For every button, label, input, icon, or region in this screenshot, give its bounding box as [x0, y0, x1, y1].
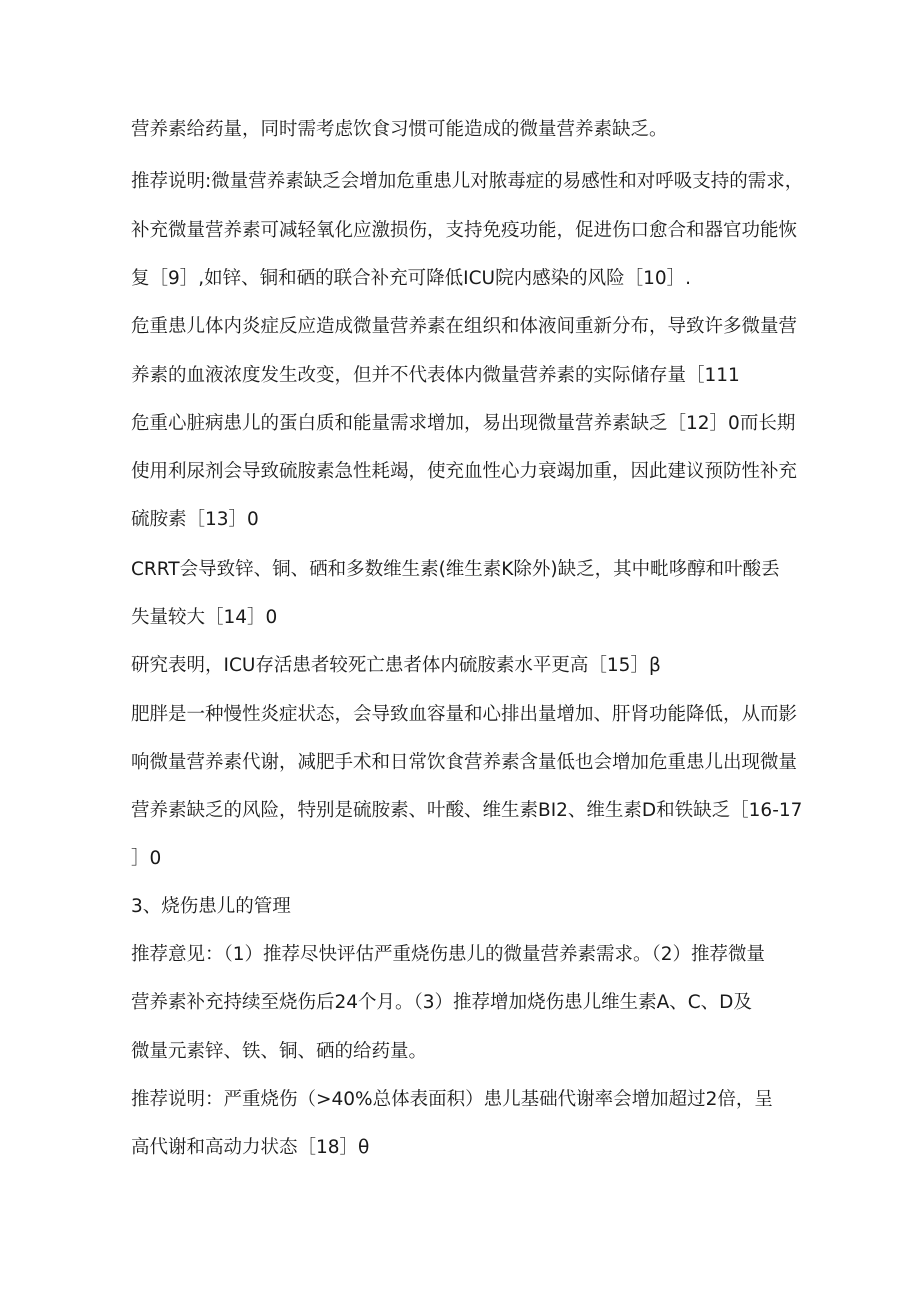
text-line-16: ］0 — [131, 848, 162, 869]
section-heading: 3、烧伤患儿的管理 — [131, 896, 291, 917]
text-line-7: 危重心脏病患儿的蛋白质和能量需求增加，易出现微量营养素缺乏［12］0而长期 — [131, 413, 796, 434]
text-line-12: 研究表明，ICU存活患者较死亡患者体内硫胺素水平更高［15］β — [131, 655, 661, 676]
text-line-18: 推荐意见：（1）推荐尽快评估严重烧伤患儿的微量营养素需求。（2）推荐微量 — [131, 944, 766, 965]
text-line-13: 肥胖是一种慢性炎症状态，会导致血容量和心排出量增加、肝肾功能降低，从而影 — [131, 704, 798, 725]
text-line-20: 微量元素锌、铁、铜、硒的给药量。 — [131, 1041, 428, 1062]
text-line-9: 硫胺素［13］0 — [131, 509, 259, 530]
text-line-15: 营养素缺乏的风险，特别是硫胺素、叶酸、维生素BI2、维生素D和铁缺乏［16-17 — [131, 800, 803, 821]
text-line-21: 推荐说明：严重烧伤（>40%总体表面积）患儿基础代谢率会增加超过2倍，呈 — [131, 1089, 773, 1110]
text-line-4: 复［9］,如锌、铜和硒的联合补充可降低ICU院内感染的风险［10］. — [131, 268, 691, 289]
text-line-3: 补充微量营养素可减轻氧化应激损伤，支持免疫功能，促进伤口愈合和器官功能恢 — [131, 220, 798, 241]
text-line-14: 响微量营养素代谢，减肥手术和日常饮食营养素含量低也会增加危重患儿出现微量 — [131, 752, 798, 773]
text-line-8: 使用利尿剂会导致硫胺素急性耗竭，使充血性心力衰竭加重，因此建议预防性补充 — [131, 461, 798, 482]
text-line-6: 养素的血液浓度发生改变，但并不代表体内微量营养素的实际储存量［111 — [131, 365, 740, 386]
text-line-19: 营养素补充持续至烧伤后24个月。（3）推荐增加烧伤患儿维生素A、C、D及 — [131, 992, 752, 1013]
text-line-5: 危重患儿体内炎症反应造成微量营养素在组织和体液间重新分布，导致许多微量营 — [131, 316, 798, 337]
text-line-22: 高代谢和高动力状态［18］θ — [131, 1137, 370, 1158]
text-line-1: 营养素给药量，同时需考虑饮食习惯可能造成的微量营养素缺乏。 — [131, 119, 668, 140]
text-line-10: CRRT会导致锌、铜、硒和多数维生素(维生素K除外)缺乏，其中毗哆醇和叶酸丢 — [131, 559, 780, 580]
text-line-2: 推荐说明:微量营养素缺乏会增加危重患儿对脓毒症的易感性和对呼吸支持的需求， — [131, 171, 804, 192]
text-line-11: 失量较大［14］0 — [131, 607, 278, 628]
